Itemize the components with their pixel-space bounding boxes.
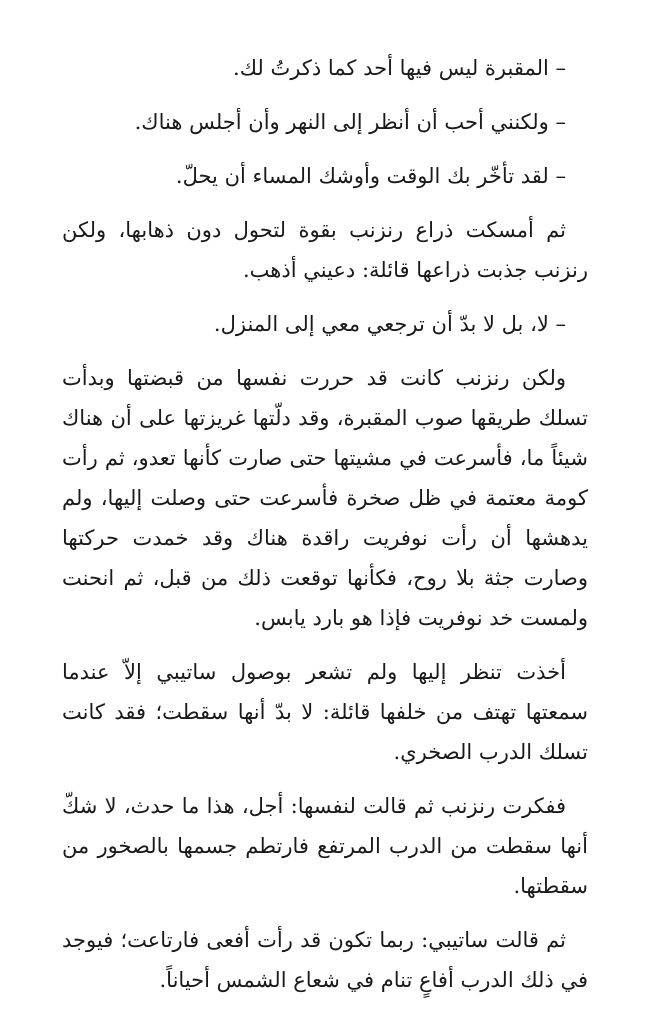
body-paragraph: ثم أمسكت ذراع رنزنب بقوة لتحول دون ذهابها، ولكن رنزنب جذبت ذراعها قائلة: دعيني أذهب. (62, 218, 588, 282)
dialogue-line: – لقد تأخّر بك الوقت وأوشك المساء أن يحلّ. (175, 164, 566, 188)
body-paragraph: ولكن رنزنب كانت قد حررت نفسها من قبضتها وبدأت تسلك طريقها صوب المقبرة، وقد دلّتها غريزتها على أن هناك شيئاً ما، فأسرعت في مشيتها حتى صارت كأنها تعدو، ثم رأت كومة معتمة في ظل صخرة فأسرعت حتى وصلت إليها، ولم يدهشها أن رأت نوفريت راقدة هناك وقد خمدت حركتها وصارت جثة بلا روح، فكأنها توقعت ذلك من قبل، ثم انحنت ولمست خد نوفريت فإذا هو بارد يابس. (62, 366, 588, 630)
dialogue-line: – ولكنني أحب أن أنظر إلى النهر وأن أجلس هناك. (134, 110, 566, 134)
book-page (62, 48, 588, 1014)
dialogue-line: – لا، بل لا بدّ أن ترجعي معي إلى المنزل. (213, 312, 566, 336)
body-paragraph: ففكرت رنزنب ثم قالت لنفسها: أجل، هذا ما حدث، لا شكّ أنها سقطت من الدرب المرتفع فارتطم جسمها بالصخور من سقطتها. (62, 794, 588, 898)
dialogue-line: – المقبرة ليس فيها أحد كما ذكرتُ لك. (233, 56, 566, 80)
body-paragraph: أخذت تنظر إليها ولم تشعر بوصول ساتيبي إلاّ عندما سمعتها تهتف من خلفها قائلة: لا بدّ أنها سقطت؛ فقد كانت تسلك الدرب الصخري. (62, 660, 588, 764)
body-paragraph: ثم قالت ساتيبي: ربما تكون قد رأت أفعى فارتاعت؛ فيوجد في ذلك الدرب أفاعٍ تنام في شعاع الشمس أحياناً. (62, 928, 588, 992)
